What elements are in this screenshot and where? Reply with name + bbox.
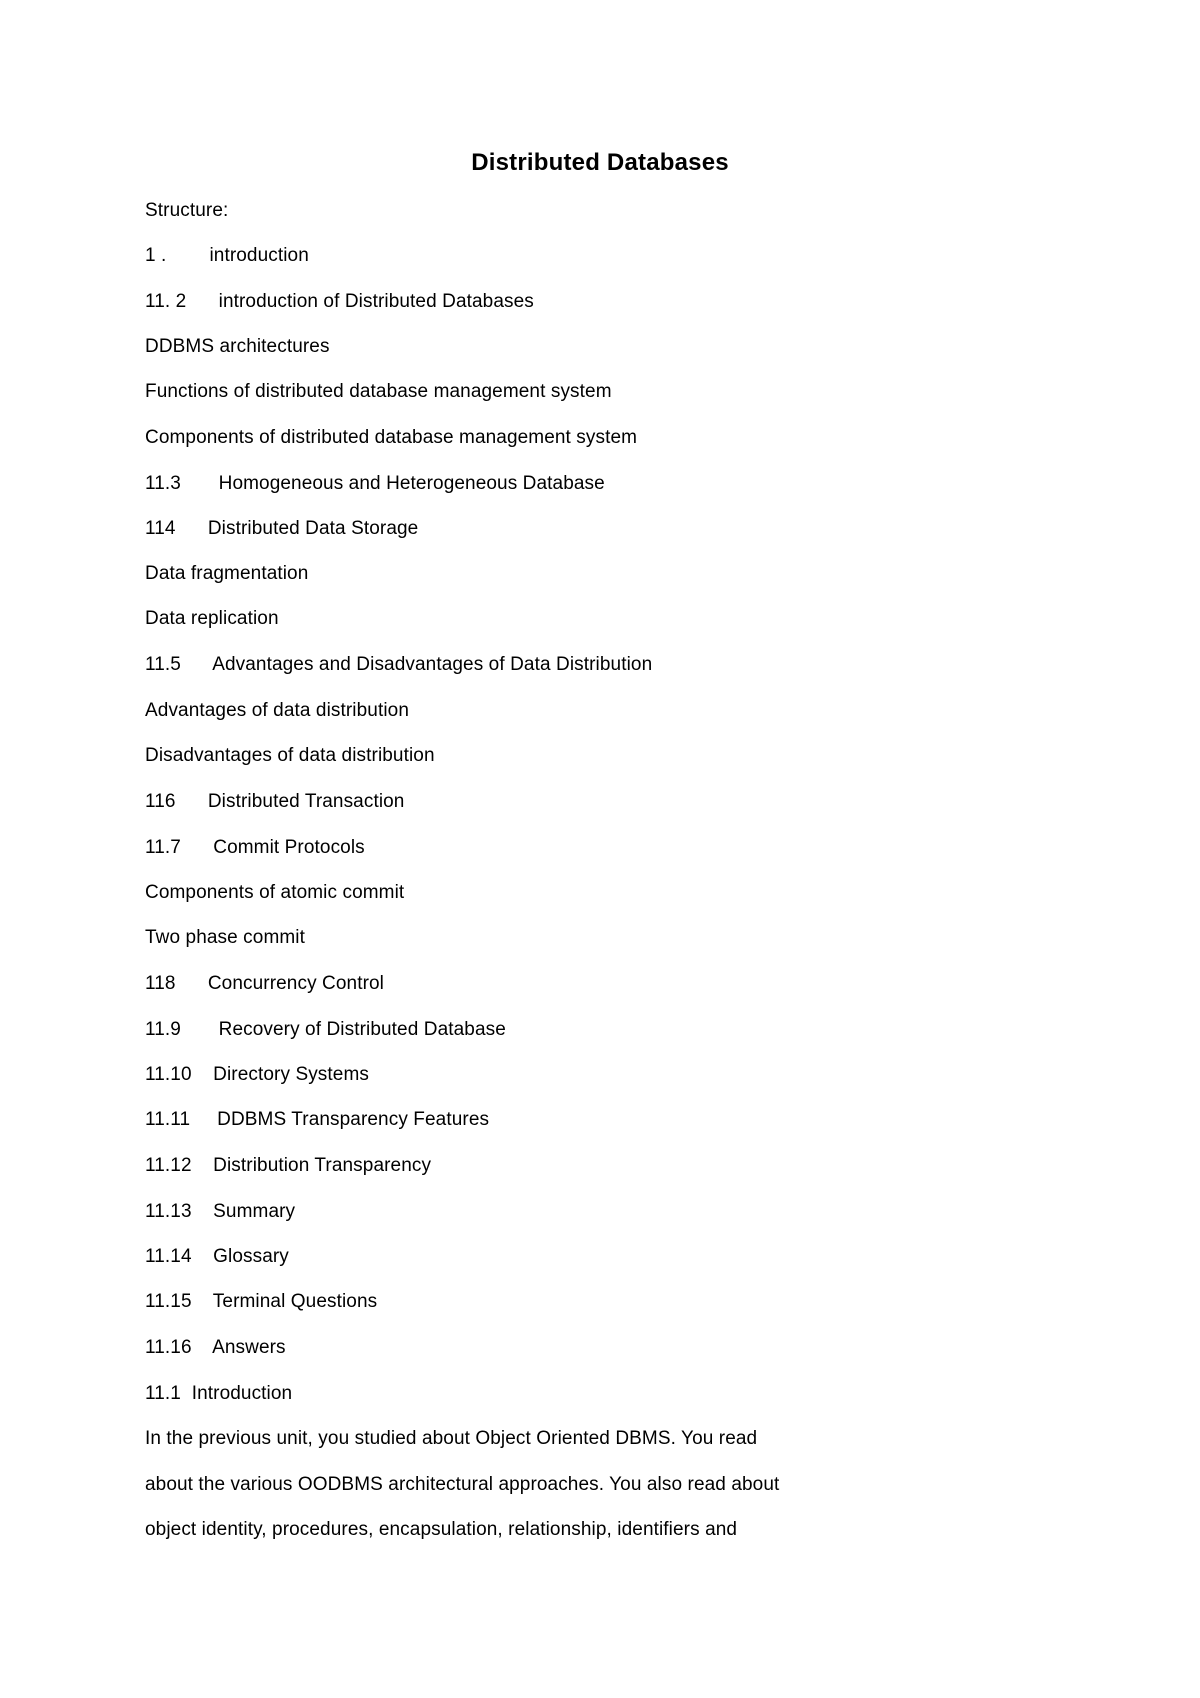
toc-line: Two phase commit [145, 927, 305, 948]
structure-heading: Structure: [145, 200, 229, 221]
toc-line: 116 Distributed Transaction [145, 791, 405, 812]
toc-line: 114 Distributed Data Storage [145, 518, 419, 539]
toc-line: 11.5 Advantages and Disadvantages of Data Distribution [145, 654, 653, 675]
toc-line: Advantages of data distribution [145, 700, 409, 721]
toc-line: 11.15 Terminal Questions [145, 1291, 378, 1312]
toc-line: 11.7 Commit Protocols [145, 837, 365, 858]
body-text-line: object identity, procedures, encapsulation, relationship, identifiers and [145, 1519, 738, 1540]
section-heading-introduction: 11.1 Introduction [145, 1383, 293, 1404]
toc-line: Data replication [145, 608, 279, 629]
toc-line: 11.3 Homogeneous and Heterogeneous Database [145, 473, 605, 494]
toc-line: 11.9 Recovery of Distributed Database [145, 1019, 506, 1040]
toc-line: Functions of distributed database management system [145, 381, 612, 402]
toc-line: DDBMS architectures [145, 336, 330, 357]
toc-line: Disadvantages of data distribution [145, 745, 435, 766]
toc-line: 11. 2 introduction of Distributed Databases [145, 291, 534, 312]
toc-line: 11.10 Directory Systems [145, 1064, 369, 1085]
body-text-line: about the various OODBMS architectural approaches. You also read about [145, 1474, 780, 1495]
toc-line: Components of distributed database management system [145, 427, 638, 448]
toc-line: 11.14 Glossary [145, 1246, 289, 1267]
toc-line: Components of atomic commit [145, 882, 405, 903]
document-title: Distributed Databases [471, 149, 729, 176]
toc-line: 11.12 Distribution Transparency [145, 1155, 432, 1176]
toc-line: 1 . introduction [145, 245, 309, 266]
body-text-line: In the previous unit, you studied about Object Oriented DBMS. You read [145, 1428, 758, 1449]
toc-line: 118 Concurrency Control [145, 973, 385, 994]
toc-line: 11.11 DDBMS Transparency Features [145, 1109, 490, 1130]
toc-line: Data fragmentation [145, 563, 309, 584]
toc-line: 11.16 Answers [145, 1337, 286, 1358]
toc-line: 11.13 Summary [145, 1201, 296, 1222]
